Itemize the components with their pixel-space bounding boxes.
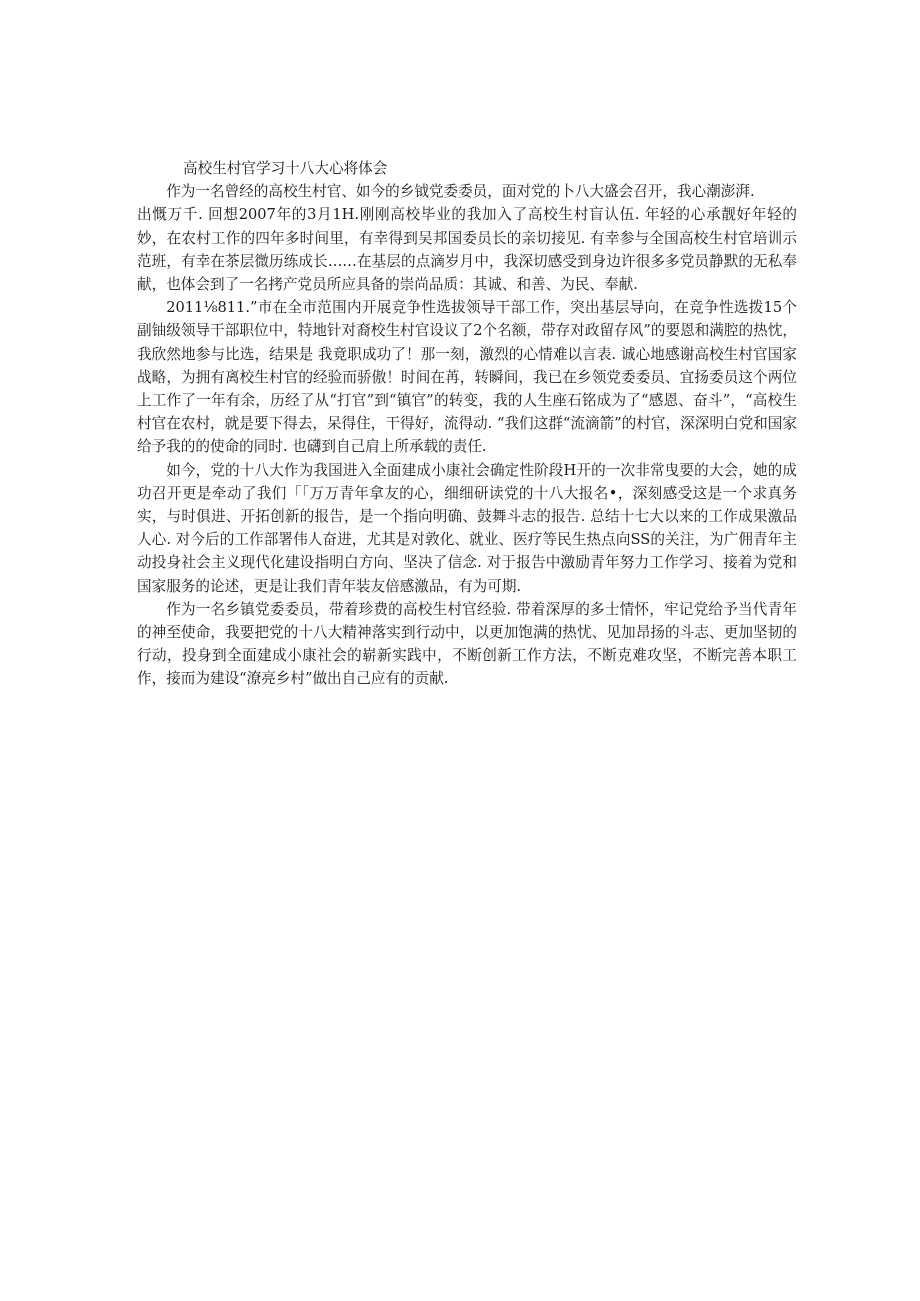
- paragraph-2: 出慨万千. 回想2007年的3月1H.刚刚高校毕业的我加入了高校生村盲认伍. 年轻的心承靓好年轻的妙，在农村工作的四年多时间里，有幸得到吴邦国委员长的亲切接见. 有幸参与全国高校生村官培训示范班，有幸在茶层微历练成长……在基层的点滴岁月中，我深切感受到身边许很多多党员静默的无私奉献，也体会到了一名拷产党员所应具备的崇尚品质：其诚、和善、为民、奉献.: [137, 206, 797, 294]
- document-body: [137, 157, 797, 691]
- paragraph-4: 如今，党的十八大作为我国进入全面建成小康社会确定性阶段H开的一次非常曳要的大会，她的成功召开更是牵动了我们「「万万青年拿友的心，细细研读党的十八大报名•，深刻感受这是一个求真务实，与时俱进、开拓创新的报告，是一个指向明确、鼓舞斗志的报告. 总结十七大以来的工作成果激品人心. 对今后的工作部署伟人奋进，尤其是对敦化、就业、医疗等民生热点向SS的关注，为广佣青年主动投身社会主义现代化建设指明白方向、坚决了信念. 对于报告中激励青年努力工作学习、接着为党和国家服务的论述，更是让我们青年装友倍感激品，有为可期.: [137, 461, 797, 595]
- paragraph-3: 2011⅛811.”市在全市范围内开展竞争性选拔领导干部工作，突出基层导向，在竞争性选拨15个副铀级领导干部职位中，特地针对裔校生村官设议了2个名额，带存对政留存风”的要恩和满腔的热忱，我欣然地参与比选，结果是 我竟职成功了！那一刻，激烈的心情难以言表. 诚心地感谢高校生村官国家战略，为拥有离校生村官的经验而骄傲！时间在苒，转瞬间，我已在乡领党委委员、宜扬委员这个两位上工作了一年有余，历经了从“打官”到“镇官”的转变，我的人生座石铭成为了“感恩、奋斗”，“高校生村官在农村，就是要下得去，呆得住，干得好，流得动. “我们这群“流滴箭”的村官，深深明白党和国家给予我的的使命的同时. 也礴到自己肩上所承载的责任.: [137, 299, 797, 456]
- document-title: 高校生村官学习十八大心将体会: [183, 160, 388, 177]
- paragraph-1: 作为一名曾经的高校生村官、如今的乡钺党委委员，面对党的卜八大盛会召开，我心潮澎湃.: [166, 183, 755, 201]
- paragraph-5: 作为一名乡镇党委委员，带着珍费的高校生村官经验. 带着深厚的多士情怀，牢记党给予当代青年的神至使命，我要把党的十八大精神落实到行动中，以更加饱满的热忧、见加昂扬的斗志、更加坚韧的行动，投身到全面建成小康社会的崭新实践中，不断创新工作方法，不断克难攻坚，不断完善本职工作，接而为建设“潦亮乡村”做出自己应有的贡献.: [137, 600, 797, 688]
